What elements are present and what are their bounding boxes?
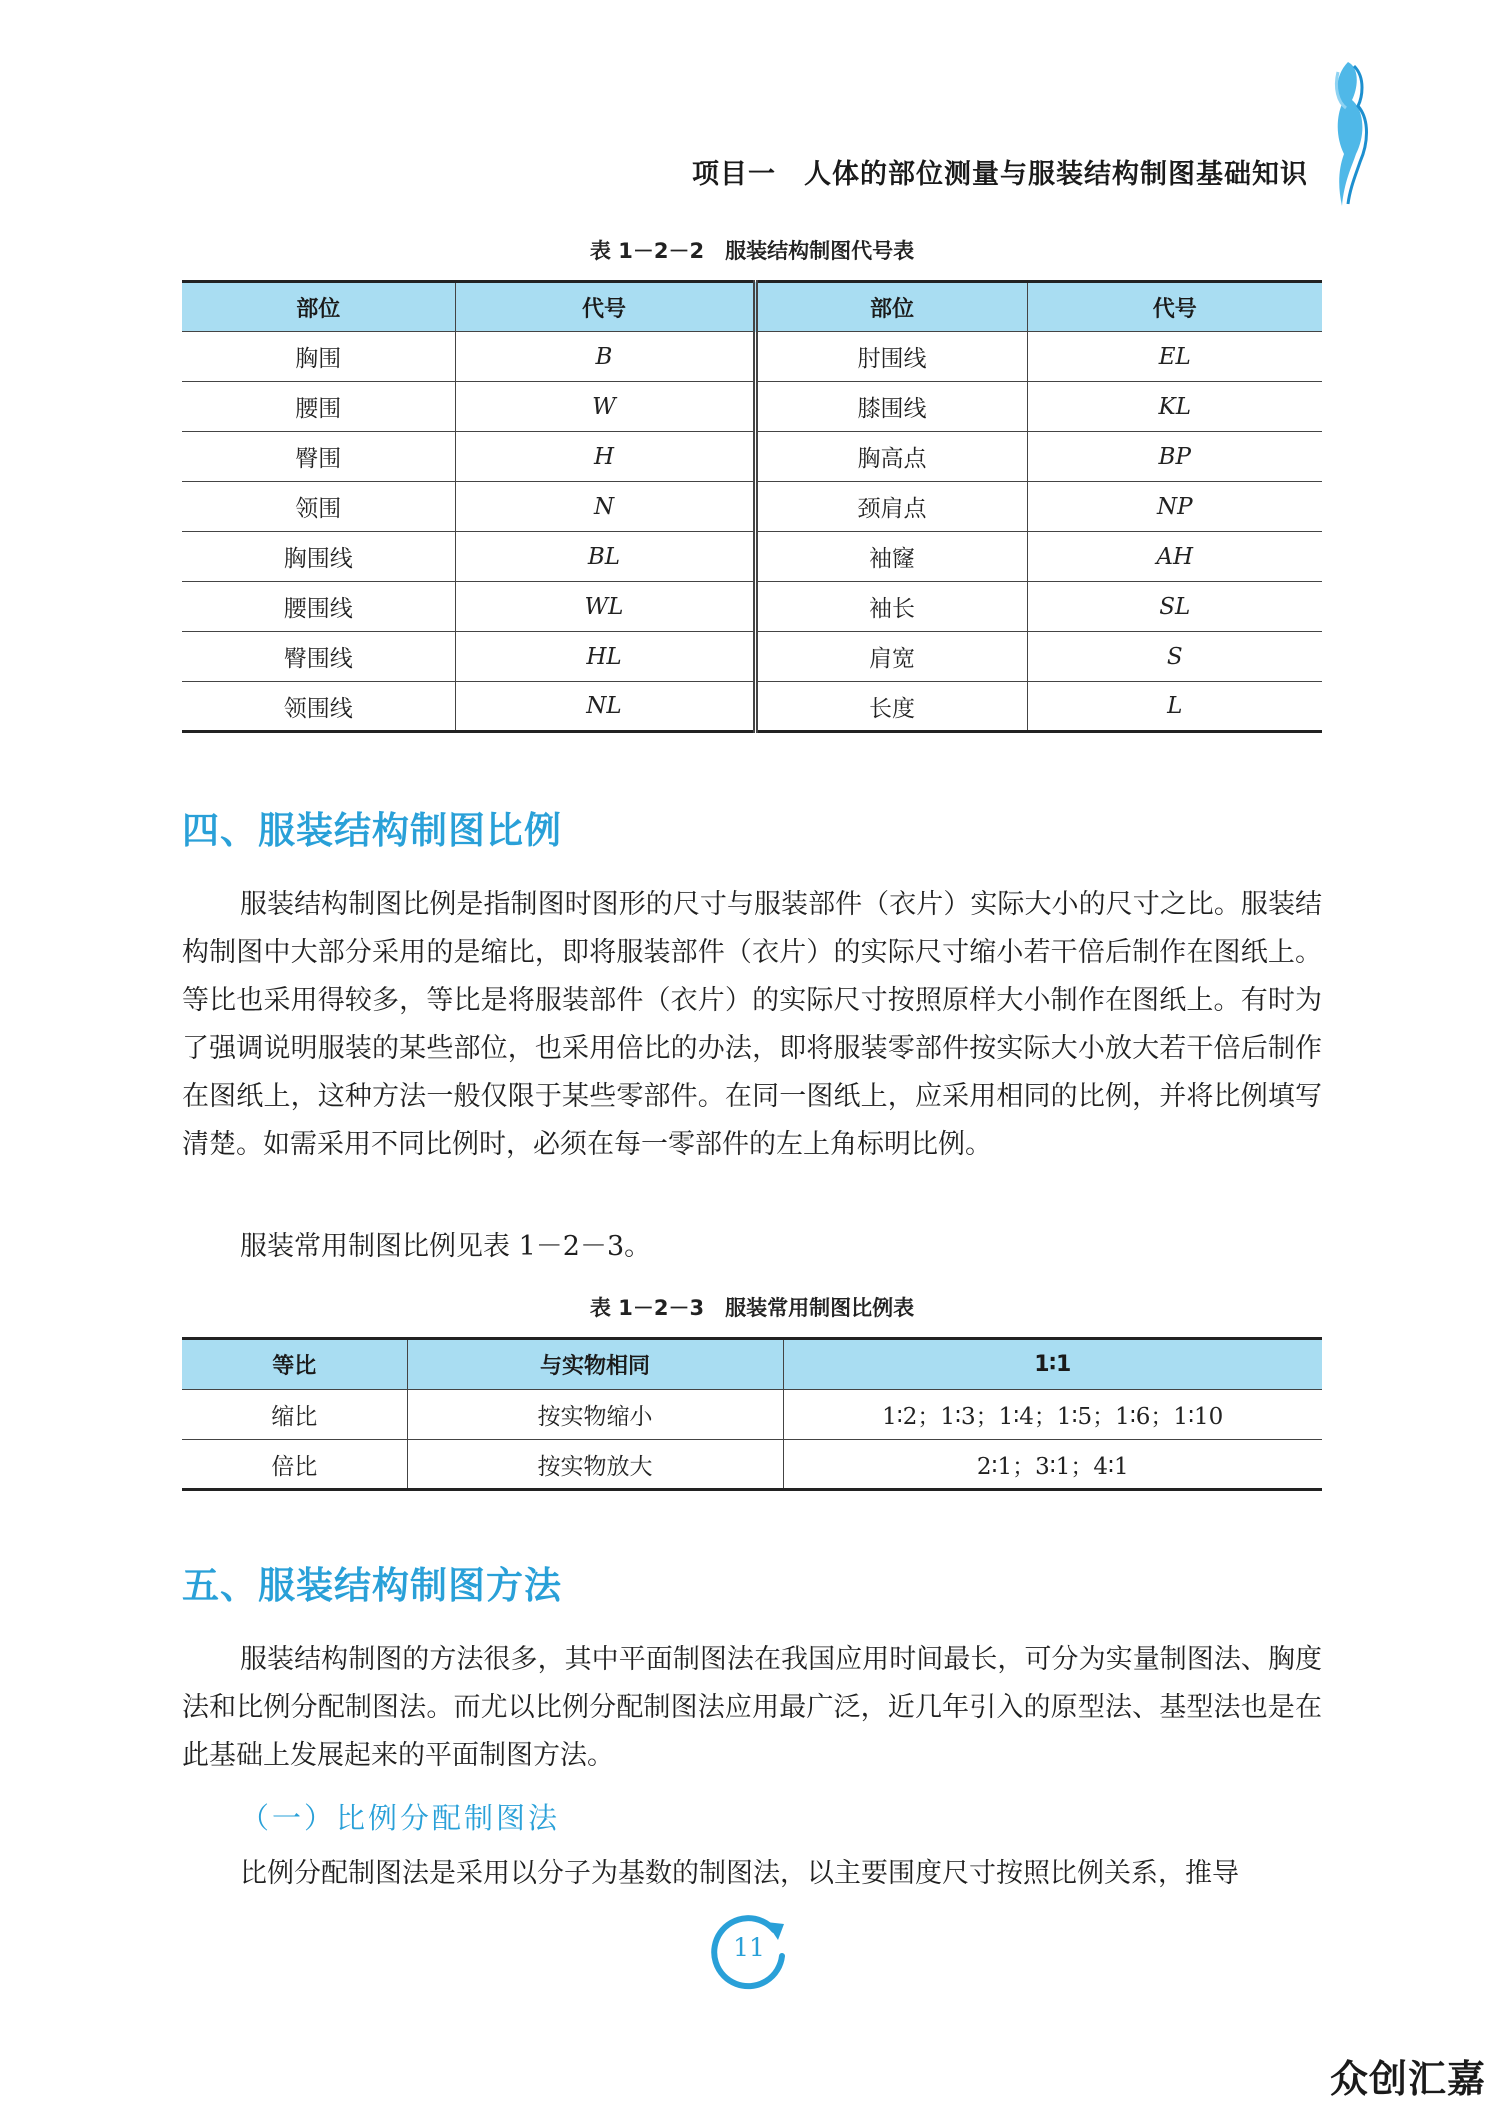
table-cell: N [455, 482, 755, 532]
table-cell: 按实物缩小 [407, 1390, 783, 1440]
table-cell: 肘围线 [755, 332, 1027, 382]
ratio-table [182, 1337, 1322, 1491]
table-cell: KL [1027, 382, 1322, 432]
table-header-row [182, 282, 1322, 332]
table-cell: S [1027, 632, 1322, 682]
table-cell: 2∶1；3∶1；4∶1 [783, 1440, 1322, 1490]
table-cell: L [1027, 682, 1322, 732]
table-row [182, 382, 1322, 432]
table-row [182, 682, 1322, 732]
body-paragraph: 比例分配制图法是采用以分子为基数的制图法，以主要围度尺寸按照比例关系，推导 [240, 1858, 1239, 1889]
table-cell: 缩比 [182, 1390, 407, 1440]
subsection-heading: （一）比例分配制图法 [240, 1801, 561, 1835]
table-cell: SL [1027, 582, 1322, 632]
table-row [182, 482, 1322, 532]
table-cell: 1∶2；1∶3；1∶4；1∶5；1∶6；1∶10 [783, 1390, 1322, 1440]
table-header-row [182, 1339, 1322, 1390]
body-paragraph: 服装常用制图比例见表 1－2－3。 [240, 1231, 652, 1262]
column-header: 代号 [455, 282, 755, 332]
column-header: 1∶1 [783, 1339, 1322, 1390]
table-cell: 倍比 [182, 1440, 407, 1490]
code-table [182, 280, 1322, 733]
dress-form-decoration-icon [1308, 58, 1380, 208]
table-row [182, 582, 1322, 632]
table-cell: NL [455, 682, 755, 732]
table-cell: BL [455, 532, 755, 582]
table-cell: 颈肩点 [755, 482, 1027, 532]
table-row [182, 1440, 1322, 1490]
column-header: 部位 [182, 282, 455, 332]
table-cell: 膝围线 [755, 382, 1027, 432]
table-cell: HL [455, 632, 755, 682]
section-heading: 五、服装结构制图方法 [182, 1564, 562, 1607]
table-cell: 袖窿 [755, 532, 1027, 582]
table-row [182, 1390, 1322, 1440]
table-cell: BP [1027, 432, 1322, 482]
table-cell: 肩宽 [755, 632, 1027, 682]
column-header: 部位 [755, 282, 1027, 332]
table-cell: 胸围线 [182, 532, 455, 582]
page-number: 11 [733, 1933, 765, 1962]
section-heading: 四、服装结构制图比例 [182, 809, 562, 852]
column-header: 等比 [182, 1339, 407, 1390]
table-cell: 臀围 [182, 432, 455, 482]
table-cell: 腰围线 [182, 582, 455, 632]
table-cell: 按实物放大 [407, 1440, 783, 1490]
body-paragraph: 服装结构制图的方法很多，其中平面制图法在我国应用时间最长，可分为实量制图法、胸度法和比例分配制图法。而尤以比例分配制图法应用最广泛，近几年引入的原型法、基型法也是在此基础上发展起来的平面制图方法。 [182, 1644, 1322, 1771]
table-cell: AH [1027, 532, 1322, 582]
table-cell: 臀围线 [182, 632, 455, 682]
column-header: 与实物相同 [407, 1339, 783, 1390]
table-cell: 领围线 [182, 682, 455, 732]
table-cell: W [455, 382, 755, 432]
table-cell: NP [1027, 482, 1322, 532]
table-cell: 长度 [755, 682, 1027, 732]
table-cell: 袖长 [755, 582, 1027, 632]
table-cell: H [455, 432, 755, 482]
table-cell: 领围 [182, 482, 455, 532]
column-header: 代号 [1027, 282, 1322, 332]
table-row [182, 632, 1322, 682]
table-cell: 胸高点 [755, 432, 1027, 482]
table-cell: 胸围 [182, 332, 455, 382]
table-cell: 腰围 [182, 382, 455, 432]
table2-caption: 表 1－2－3 服装常用制图比例表 [589, 1296, 915, 1320]
table-cell: WL [455, 582, 755, 632]
table-row [182, 532, 1322, 582]
table-row [182, 432, 1322, 482]
table-cell: B [455, 332, 755, 382]
watermark-text: 众创汇嘉 [1330, 2057, 1487, 2101]
body-paragraph: 服装结构制图比例是指制图时图形的尺寸与服装部件（衣片）实际大小的尺寸之比。服装结构制图中大部分采用的是缩比，即将服装部件（衣片）的实际尺寸缩小若干倍后制作在图纸上。等比也采用得较多，等比是将服装部件（衣片）的实际尺寸按照原样大小制作在图纸上。有时为了强调说明服装的某些部位，也采用倍比的办法，即将服装零部件按实际大小放大若干倍后制作在图纸上，这种方法一般仅限于某些零部件。在同一图纸上，应采用相同的比例，并将比例填写清楚。如需采用不同比例时，必须在每一零部件的左上角标明比例。 [182, 889, 1322, 1160]
table-row [182, 332, 1322, 382]
chapter-header-title: 项目一 人体的部位测量与服装结构制图基础知识 [692, 159, 1308, 190]
table-cell: EL [1027, 332, 1322, 382]
table1-caption: 表 1－2－2 服装结构制图代号表 [589, 239, 915, 263]
